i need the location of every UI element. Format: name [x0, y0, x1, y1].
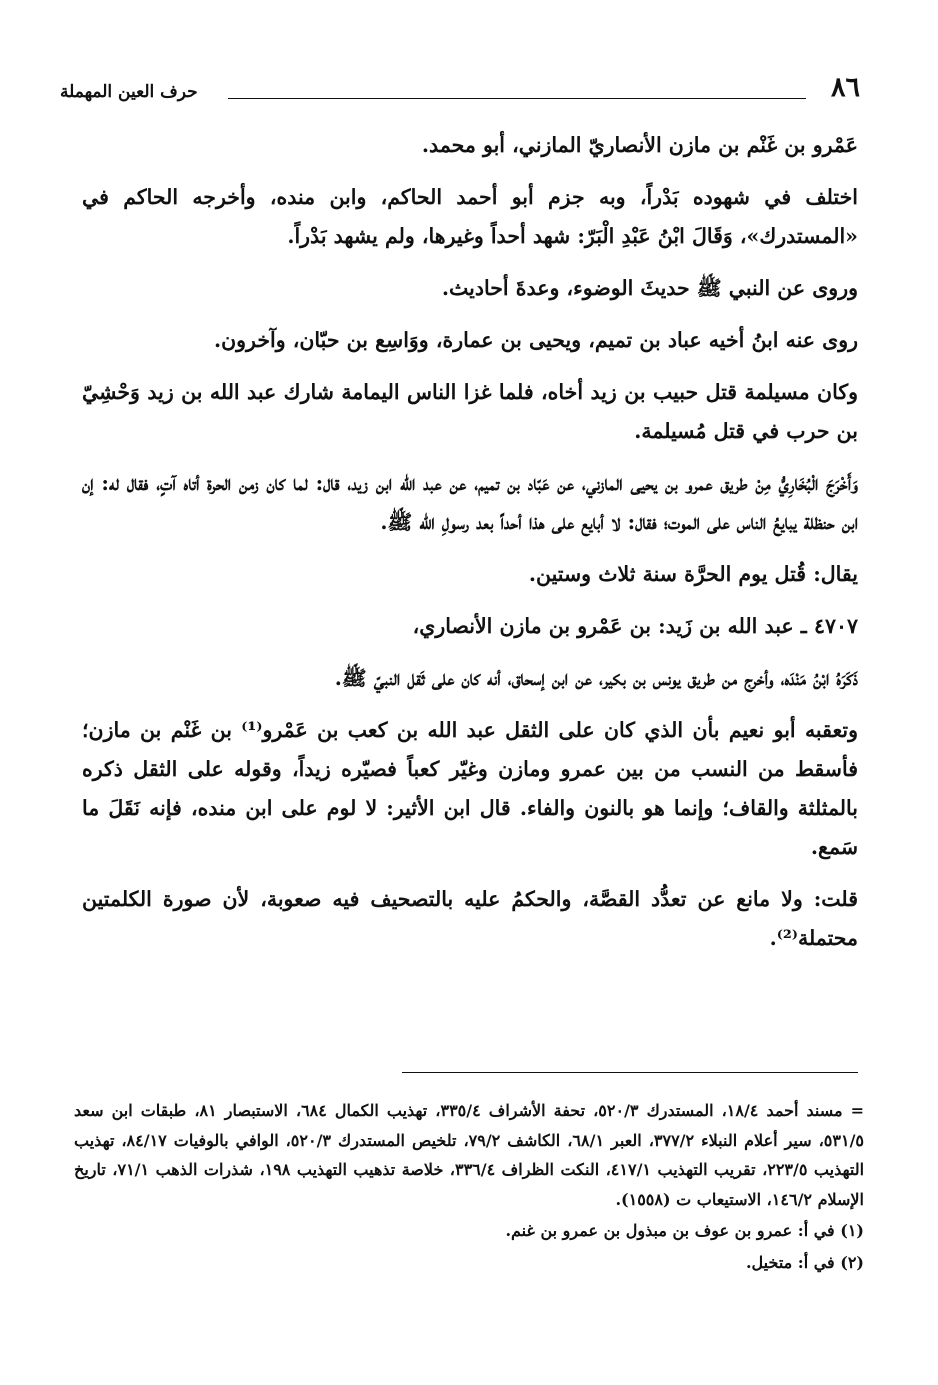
paragraph: يقال: قُتل يوم الحرَّة سنة ثلاث وستين.: [528, 562, 858, 586]
footnote: (١) في أ: عمرو بن عوف بن مبذول بن عمرو بن غنم.: [505, 1221, 864, 1240]
entry-heading: ٤٧٠٧ ـ عبد الله بن زَيد: بن عَمْرو بن مازن الأنصاري،: [412, 614, 858, 638]
paragraph: وروى عن النبي ﷺ حديثَ الوضوء، وعدةَ أحاديث.: [441, 276, 858, 300]
running-title: حرف العين المهملة: [60, 82, 198, 102]
header-rule: [228, 98, 806, 99]
paragraph: وَأَخْرَجَ الْبُخَارِيُّ مِنْ طريق عمرو بن يحيى المازني، عن عَبّاد بن تميم، عن عبد الله ابن زيد، قال: لما كان زمن الحرة أتاه آتٍ، فقال له: إن ابن حنظلة يبايعُ الناس على الموت؛ فقال: لا أبايع على هذا أحداً بعد رسولِ الله ﷺ.: [82, 471, 858, 534]
footnote-sources: = مسند أحمد ١٨/٤، المستدرك ٥٢٠/٣، تحفة الأشراف ٣٣٥/٤، تهذيب الكمال ٦٨٤، الاستبصار ٨١، طبقات ابن سعد ٥٣١/٥، سير أعلام النبلاء ٣٧٧/٢، العبر ٦٨/١، الكاشف ٧٩/٢، تلخيص المستدرك ٥٢٠/٣، الوافي بالوفيات ٨٤/١٧، تهذيب التهذيب ٢٢٣/٥، تقريب التهذيب ٤١٧/١، النكت الظراف ٣٣٦/٤، خلاصة تذهيب التهذيب ١٩٨، شذرات الذهب ٧١/١، تاريخ الإسلام ١٤٦/٢، الاستيعاب ت (١٥٥٨).: [74, 1101, 865, 1209]
paragraph: قلت: ولا مانع عن تعدُّد القصَّة، والحكمُ عليه بالتصحيف فيه صعوبة، لأن صورة الكلمتين محتملة⁽²⁾.: [82, 887, 858, 950]
paragraph: وتعقبه أبو نعيم بأن الذي كان على الثقل عبد الله بن كعب بن عَمْرو⁽¹⁾ بن غَنْم بن مازن؛ فأسقط من النسب من بين عمرو ومازن وغيّر كعباً فصيّره زيداً، وقوله على الثقل ذكره بالمثلثة والقاف؛ وإنما هو بالنون والفاء. قال ابن الأثير: لا لوم على ابن منده، فإنه نَقَلَ ما سَمع.: [82, 718, 858, 859]
paragraph: روى عنه ابنُ أخيه عباد بن تميم، ويحيى بن عمارة، ووَاسِع بن حبّان، وآخرون.: [213, 328, 858, 352]
paragraph: عَمْرو بن غَنْم بن مازن الأنصاريّ المازني، أبو محمد.: [421, 133, 858, 157]
paragraph: ذَكَرَهُ ابْنُ مَنْدَه، وأخرج من طريق يونس بن بكير، عن ابن إسحاق، أنه كان على ثَقل النبيّ ﷺ.: [334, 666, 858, 690]
page-number: ٨٦: [830, 72, 860, 103]
paragraph: اختلف في شهوده بَدْراً، وبه جزم أبو أحمد الحاكم، وابن منده، وأخرجه الحاكم في «المستدرك»، وَقَالَ ابْنُ عَبْدِ الْبَرّ: شهد أحداً وغيرها، ولم يشهد بَدْراً.: [82, 185, 858, 248]
main-text: [82, 126, 858, 971]
paragraph: وكان مسيلمة قتل حبيب بن زيد أخاه، فلما غزا الناس اليمامة شارك عبد الله بن زيد وَحْشِيّ بن حرب في قتل مُسيلمة.: [82, 380, 858, 443]
footnotes: [74, 1096, 864, 1279]
footnote-rule: [402, 1072, 858, 1073]
page-header: [60, 72, 864, 112]
footnote: (٢) في أ: متخيل.: [745, 1252, 864, 1272]
